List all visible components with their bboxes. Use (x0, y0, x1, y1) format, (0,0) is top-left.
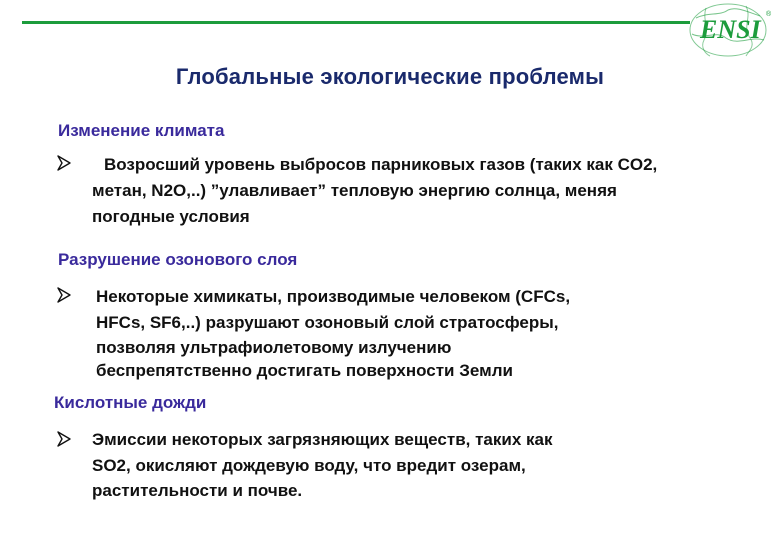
bullet-text-line: Эмиссии некоторых загрязняющих веществ, таких как (92, 430, 553, 449)
section-heading-ozone: Разрушение озонового слоя (58, 250, 298, 269)
bullet-text-line: беспрепятственно достигать поверхности Земли (96, 361, 513, 380)
section-heading-climate: Изменение климата (58, 121, 225, 140)
bullet-text-line: позволяя ультрафиолетовому излучению (96, 338, 452, 357)
bullet-text-line: Некоторые химикаты, производимые человеком (CFCs, (96, 287, 571, 306)
bullet-text-line: SO2, окисляют дождевую воду, что вредит озерам, (92, 456, 526, 475)
arrow-bullet-icon (56, 430, 72, 448)
bullet-text-line: погодные условия (92, 207, 250, 226)
svg-text:®: ® (766, 11, 772, 18)
arrow-bullet-icon (56, 154, 72, 172)
slide-title: Глобальные экологические проблемы (175, 64, 605, 89)
bullet-text-line: Возросший уровень выбросов парниковых газов (таких как CO2, (104, 155, 658, 174)
header-rule (22, 21, 690, 24)
logo-text: ENSI (700, 15, 761, 44)
section-heading-acid-rain: Кислотные дожди (54, 393, 207, 412)
arrow-bullet-icon (56, 286, 72, 304)
bullet-text-line: растительности и почве. (92, 481, 303, 500)
bullet-text-line: метан, N2O,..) ”улавливает” тепловую энергию солнца, меняя (92, 181, 617, 200)
bullet-text-line: HFCs, SF6,..) разрушают озоновый слой стратосферы, (96, 313, 559, 332)
ensi-logo (676, 0, 780, 62)
